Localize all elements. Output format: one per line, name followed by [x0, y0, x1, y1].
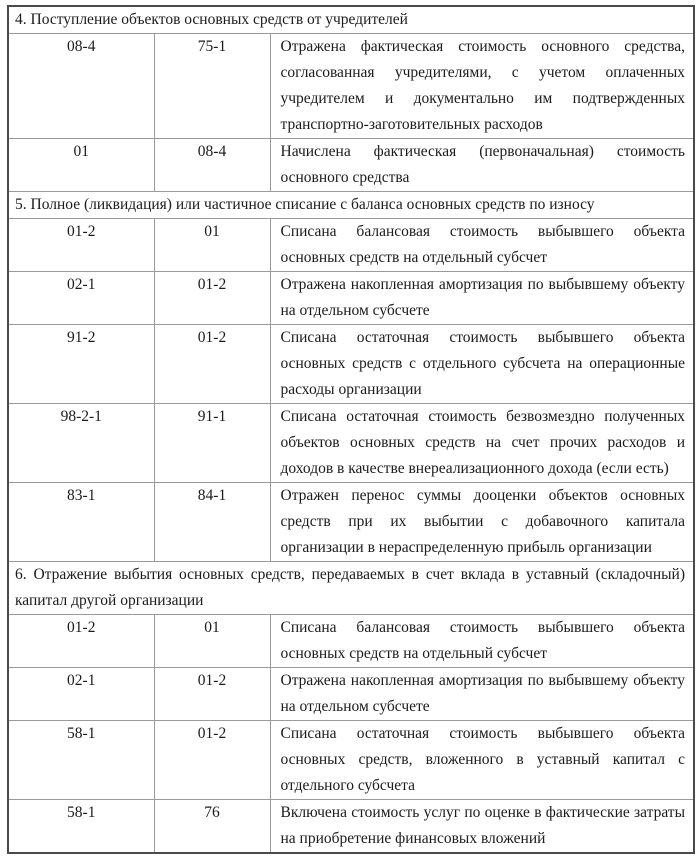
entry-debit-account: 01-2 [8, 219, 154, 272]
entry-description: Отражена накопленная амортизация по выбывшему объекту на отдельном субсчете [270, 668, 694, 721]
entry-debit-account: 01-2 [8, 615, 154, 668]
entry-row [8, 668, 694, 721]
entry-row [8, 219, 694, 272]
entry-credit-account: 01-2 [154, 721, 270, 800]
entry-row [8, 615, 694, 668]
entry-debit-account: 02-1 [8, 668, 154, 721]
entry-row [8, 272, 694, 325]
section-header-row [8, 192, 694, 219]
entry-description: Отражена накопленная амортизация по выбывшему объекту на отдельном субсчете [270, 272, 694, 325]
entry-credit-account: 01-2 [154, 272, 270, 325]
section-title: 4. Поступление объектов основных средств от учредителей [8, 6, 694, 34]
entry-debit-account: 02-1 [8, 272, 154, 325]
entry-credit-account: 84-1 [154, 483, 270, 562]
accounting-entries-table-body [8, 6, 694, 853]
entry-credit-account: 08-4 [154, 139, 270, 192]
entry-debit-account: 01 [8, 139, 154, 192]
section-header-row [8, 562, 694, 615]
entry-debit-account: 08-4 [8, 34, 154, 139]
entry-debit-account: 98-2-1 [8, 404, 154, 483]
entry-row [8, 404, 694, 483]
entry-row [8, 800, 694, 854]
entry-credit-account: 01-2 [154, 325, 270, 404]
entry-row [8, 721, 694, 800]
entry-row [8, 483, 694, 562]
entry-credit-account: 01-2 [154, 668, 270, 721]
entry-row [8, 34, 694, 139]
entry-debit-account: 58-1 [8, 721, 154, 800]
section-header-row [8, 6, 694, 34]
entry-description: Списана остаточная стоимость выбывшего объекта основных средств, вложенного в уставный капитал с отдельного субсчета [270, 721, 694, 800]
accounting-entries-table [7, 5, 695, 854]
entry-description: Включена стоимость услуг по оценке в фактические затраты на приобретение финансовых вложений [270, 800, 694, 854]
entry-credit-account: 76 [154, 800, 270, 854]
entry-row [8, 139, 694, 192]
entry-credit-account: 01 [154, 219, 270, 272]
entry-description: Отражена фактическая стоимость основного средства, согласованная учредителями, с учетом оплаченных учредителем и документально им подтвержденных транспортно-заготовительных расходов [270, 34, 694, 139]
entry-credit-account: 91-1 [154, 404, 270, 483]
entry-row [8, 325, 694, 404]
entry-description: Списана остаточная стоимость безвозмездно полученных объектов основных средств на счет прочих расходов и доходов в качестве внереализационного дохода (если есть) [270, 404, 694, 483]
entry-debit-account: 83-1 [8, 483, 154, 562]
entry-description: Отражен перенос суммы дооценки объектов основных средств при их выбытии с добавочного капитала организации в нераспределенную прибыль организации [270, 483, 694, 562]
entry-credit-account: 75-1 [154, 34, 270, 139]
entry-credit-account: 01 [154, 615, 270, 668]
entry-description: Списана балансовая стоимость выбывшего объекта основных средств на отдельный субсчет [270, 219, 694, 272]
entry-debit-account: 91-2 [8, 325, 154, 404]
entry-description: Начислена фактическая (первоначальная) стоимость основного средства [270, 139, 694, 192]
entry-description: Списана балансовая стоимость выбывшего объекта основных средств на отдельный субсчет [270, 615, 694, 668]
section-title: 5. Полное (ликвидация) или частичное списание с баланса основных средств по износу [8, 192, 694, 219]
section-title: 6. Отражение выбытия основных средств, передаваемых в счет вклада в уставный (складочный) капитал другой организации [8, 562, 694, 615]
entry-description: Списана остаточная стоимость выбывшего объекта основных средств с отдельного субсчета на операционные расходы организации [270, 325, 694, 404]
entry-debit-account: 58-1 [8, 800, 154, 854]
